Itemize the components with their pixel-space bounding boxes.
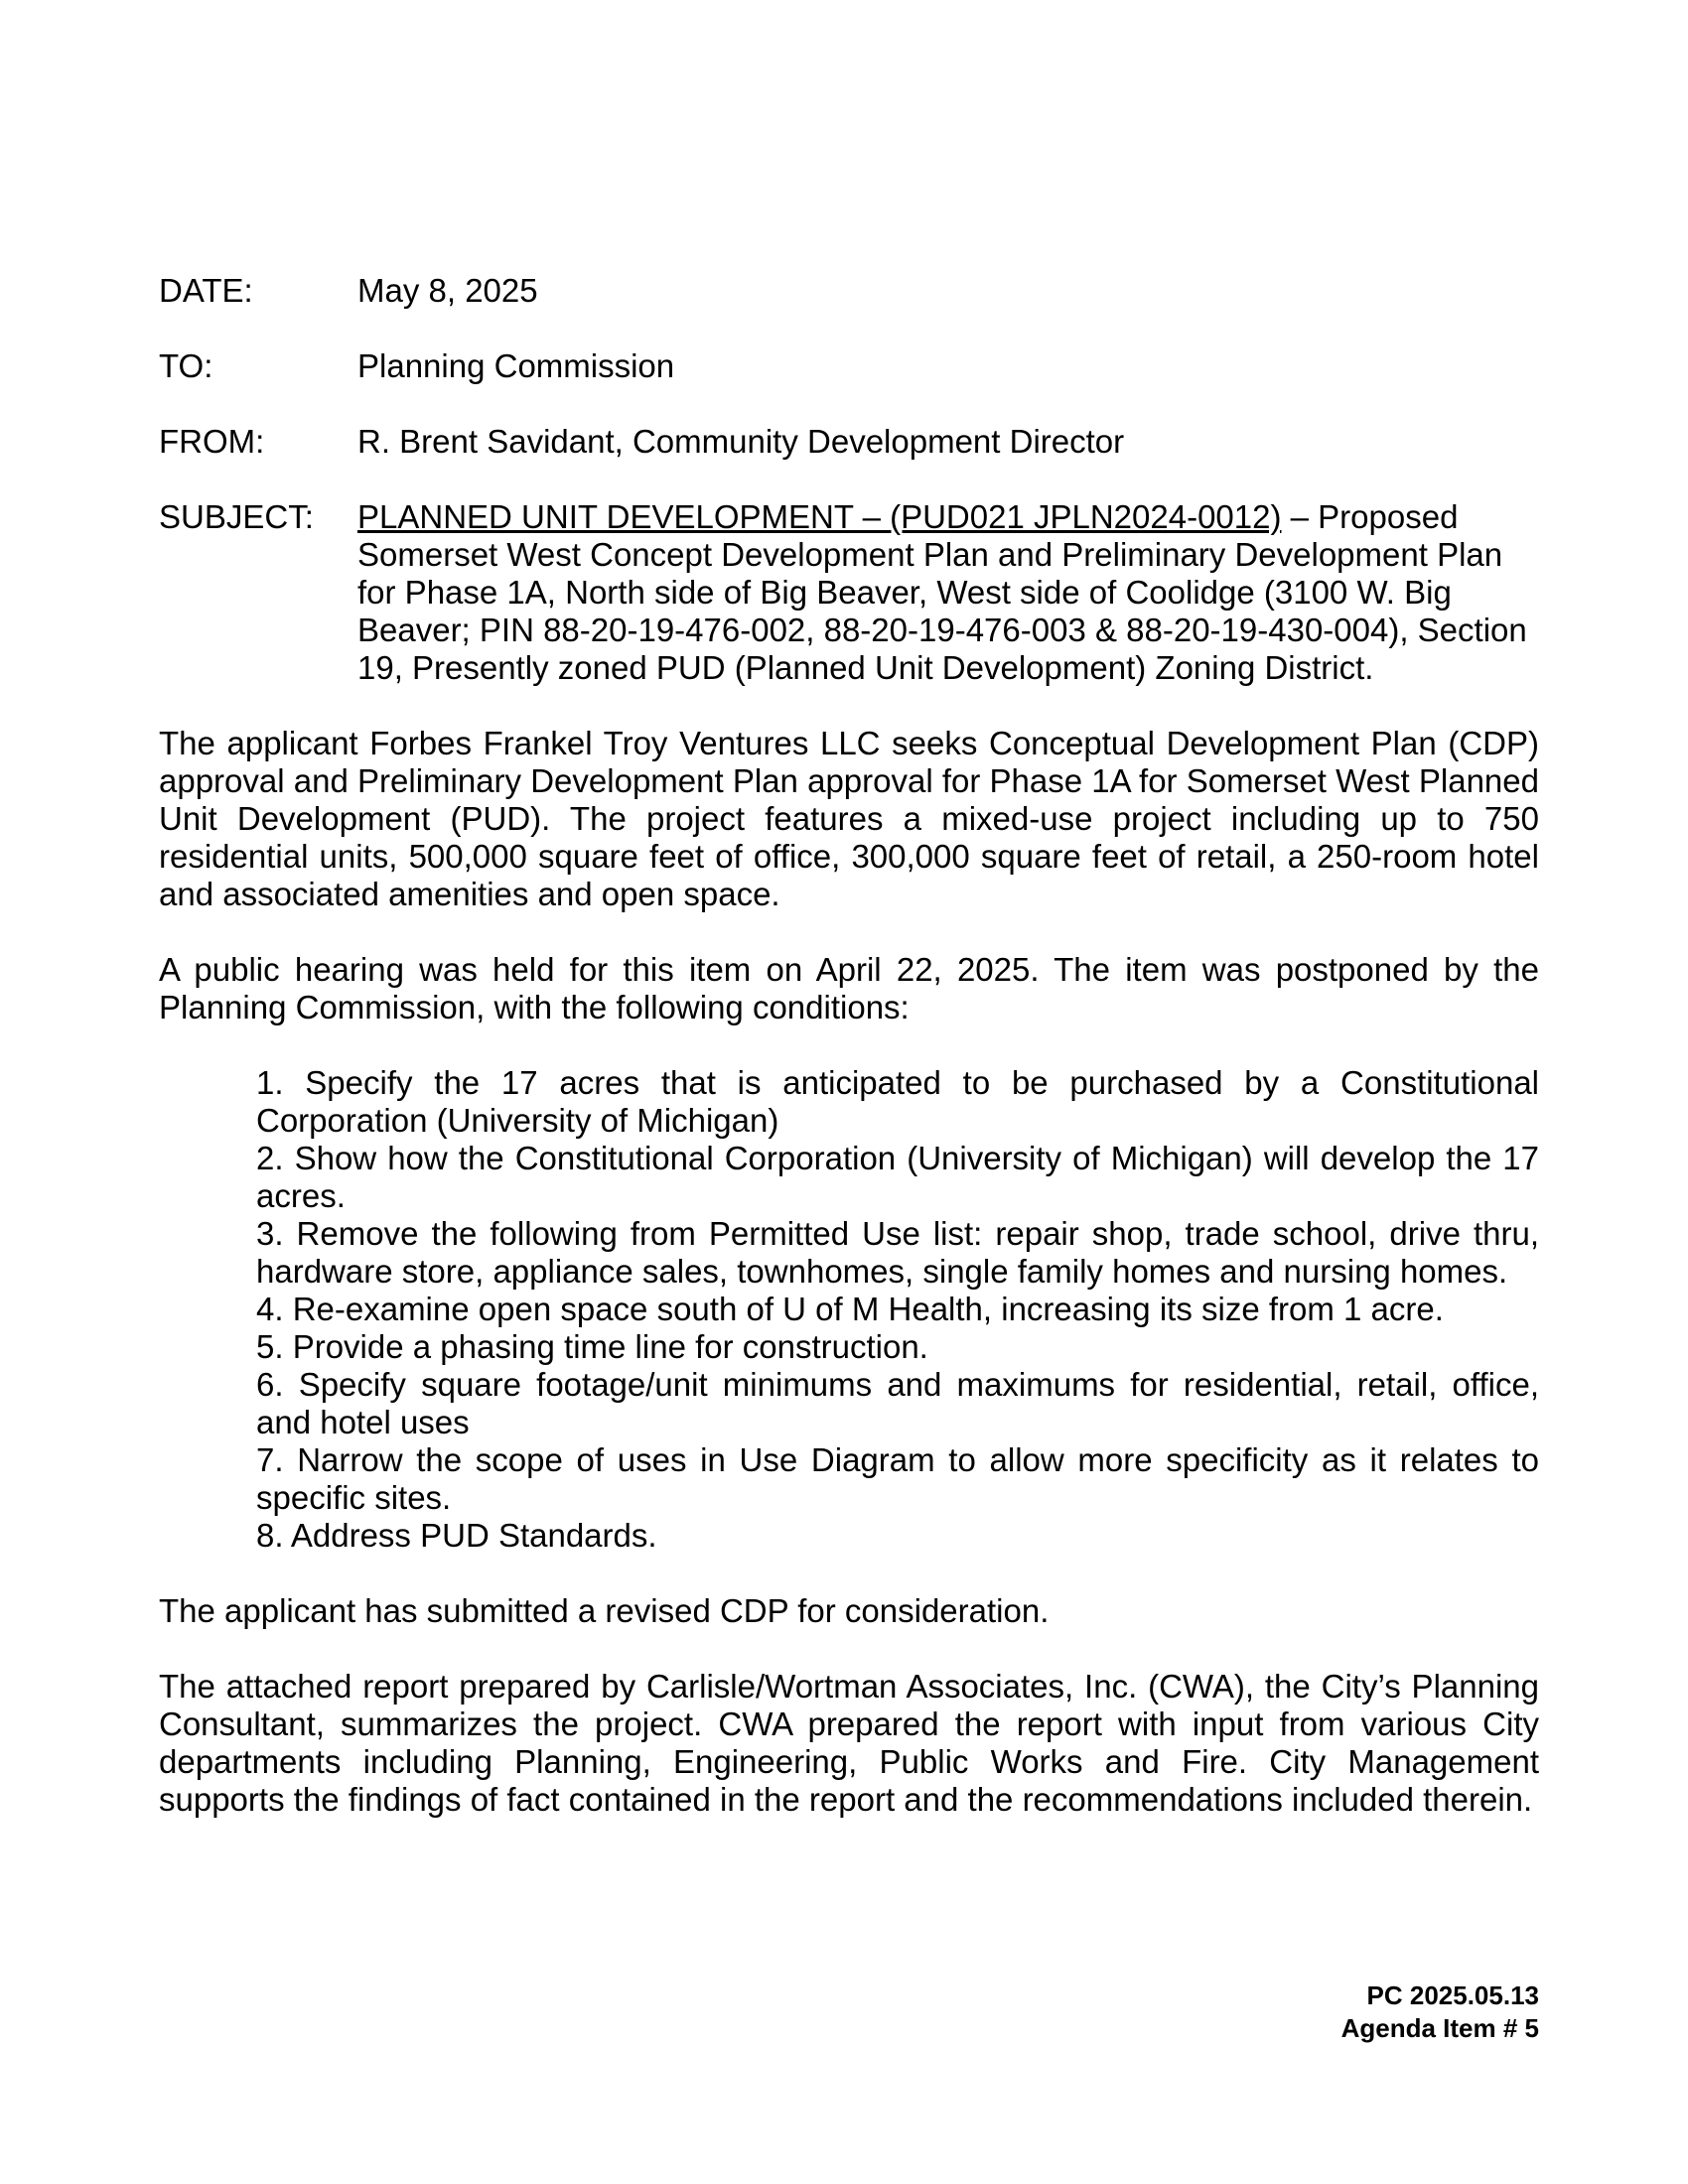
from-label: FROM: (159, 423, 265, 460)
condition-item: 4. Re-examine open space south of U of M Health, increasing its size from 1 acre. (256, 1291, 1444, 1327)
condition-item: 1. Specify the 17 acres that is anticipated to be purchased by a Constitutional Corporation (University of Michigan) (256, 1064, 1539, 1139)
condition-item: 3. Remove the following from Permitted Use list: repair shop, trade school, drive thru, hardware store, appliance sales, townhomes, single family homes and nursing homes. (256, 1215, 1539, 1290)
subject-case-number: PLANNED UNIT DEVELOPMENT – (PUD021 JPLN2024-0012) (357, 498, 1282, 535)
agenda-footer (1341, 1979, 1539, 2045)
to-value: Planning Commission (357, 347, 675, 384)
to-row (159, 347, 1539, 385)
from-value: R. Brent Savidant, Community Development Director (357, 423, 1125, 460)
subject-row (159, 498, 1539, 687)
report-paragraph: The attached report prepared by Carlisle/Wortman Associates, Inc. (CWA), the City’s Planning Consultant, summarizes the project. CWA prepared the report with input from various City departments including Planning, Engineering, Public Works and Fire. City Management supports the findings of fact contained in the report and the recommendations included therein. (159, 1668, 1539, 1818)
condition-item: 2. Show how the Constitutional Corporation (University of Michigan) will develop the 17 acres. (256, 1140, 1539, 1214)
memo-page (159, 272, 1539, 1856)
conditions-list (159, 1064, 1539, 1555)
date-value: May 8, 2025 (357, 272, 538, 309)
from-row (159, 423, 1539, 461)
date-row (159, 272, 1539, 310)
agenda-item-number: Agenda Item # 5 (1340, 2013, 1539, 2043)
subject-label: SUBJECT: (159, 498, 314, 535)
intro-paragraph: The applicant Forbes Frankel Troy Ventures LLC seeks Conceptual Development Plan (CDP) approval and Preliminary Development Plan approval for Phase 1A for Somerset West Planned Unit Development (PUD). The project features a mixed-use project including up to 750 residential units, 500,000 square feet of office, 300,000 square feet of retail, a 250-room hotel and associated amenities and open space. (159, 725, 1539, 912)
revised-cdp-paragraph: The applicant has submitted a revised CDP for consideration. (159, 1592, 1050, 1629)
subject-value (357, 498, 1539, 687)
condition-item: 7. Narrow the scope of uses in Use Diagram to allow more specificity as it relates to specific sites. (256, 1441, 1539, 1516)
meeting-code: PC 2025.05.13 (1366, 1980, 1539, 2010)
condition-item: 8. Address PUD Standards. (256, 1517, 657, 1554)
hearing-paragraph: A public hearing was held for this item on April 22, 2025. The item was postponed by the Planning Commission, with the following conditions: (159, 951, 1539, 1025)
date-label: DATE: (159, 272, 253, 309)
condition-item: 6. Specify square footage/unit minimums and maximums for residential, retail, office, and hotel uses (256, 1366, 1539, 1440)
subject-description: – Proposed Somerset West Concept Development Plan and Preliminary Development Plan for Phase 1A, North side of Big Beaver, West side of Coolidge (3100 W. Big Beaver; PIN 88-20-19-476-002, 88-20-19-476-003 & 88-20-19-430-004), Section 19, Presently zoned PUD (Planned Unit Development) Zoning District. (357, 498, 1527, 686)
to-label: TO: (159, 347, 213, 384)
condition-item: 5. Provide a phasing time line for construction. (256, 1328, 928, 1365)
